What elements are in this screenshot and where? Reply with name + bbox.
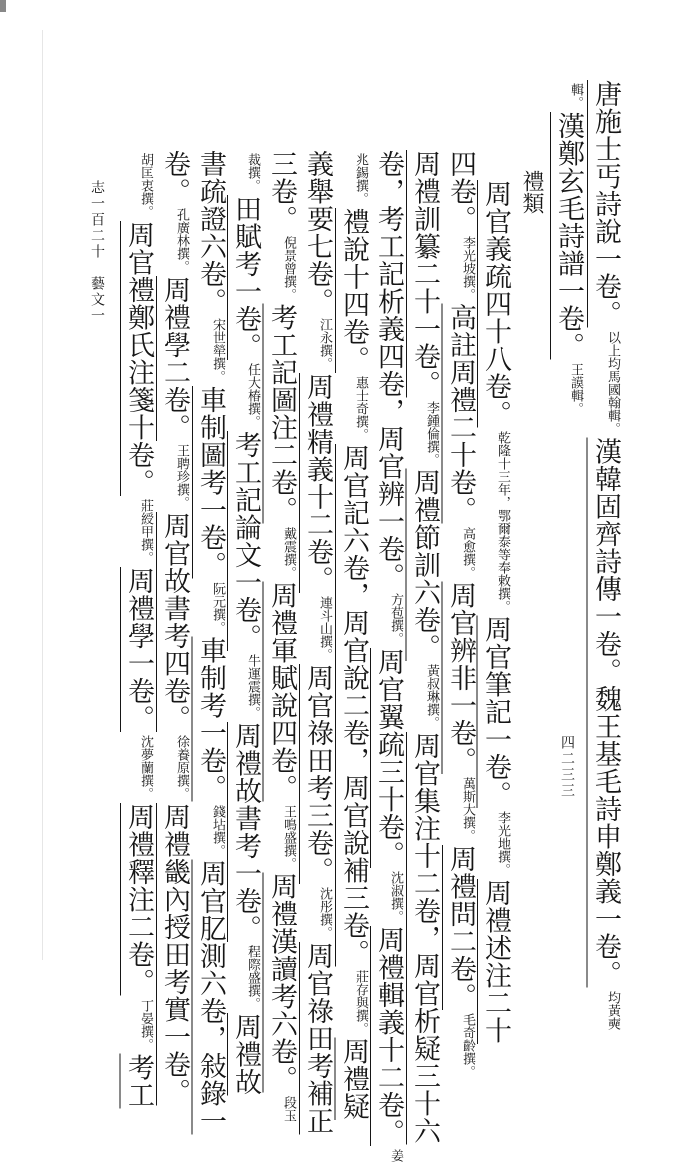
text-column-12	[197, 150, 224, 1135]
entry-text: 漢韓固齊詩傳一卷。魏王基毛詩申鄭義一卷。	[590, 437, 621, 988]
entry-text: 高註周禮二十卷。	[445, 303, 476, 524]
entry-text: 考工記論文一卷。	[230, 431, 261, 651]
author-note: 程際盛撰。	[245, 945, 260, 1010]
entry-text: 周禮輯義十二卷。	[373, 926, 404, 1146]
entry-text: 周禮故書考一卷。	[230, 722, 261, 942]
entry-text: 周官記六卷，周官說二卷，周官說補三卷。	[338, 444, 369, 967]
entry-text: 書疏證六卷。	[195, 150, 226, 315]
entry-text: 周禮疑	[338, 1037, 369, 1120]
author-note: 方苞撰。	[388, 593, 403, 645]
author-note: 沈淑撰。	[388, 871, 403, 923]
text-column-6	[411, 150, 438, 1145]
text-column-13	[161, 150, 188, 1106]
text-column-9	[304, 150, 331, 1135]
author-note: 兆錫撰。	[353, 153, 368, 205]
entry-text: 義舉要七卷。	[302, 150, 333, 315]
author-note: 高愈撰。	[460, 526, 475, 579]
author-note: 阮元撰。	[210, 581, 225, 634]
entry-text: 周禮節訓六卷。	[409, 468, 440, 661]
entry-text: 車制考一卷。	[195, 636, 226, 802]
entry-text: 周禮學一卷。	[123, 567, 154, 732]
author-note: 毛奇齡撰。	[460, 1013, 475, 1078]
entry-text: 周禮訓纂二十一卷。	[409, 150, 440, 398]
author-note: 王鳴盛撰。	[281, 804, 296, 870]
text-column-11	[232, 150, 259, 1096]
scan-corner-mark	[0, 0, 6, 12]
entry-text: 田賦考一卷。	[230, 195, 261, 360]
entry-text: 周禮漢讀考六卷。	[266, 872, 297, 1093]
author-note: 倪景曾撰。	[281, 235, 296, 301]
entry-text: 四卷。	[445, 150, 476, 233]
author-note: 萬斯大撰。	[460, 777, 475, 842]
page-number: 四二三三	[559, 735, 575, 799]
entry-text: 周官集注十二卷，周官析疑三十六	[409, 732, 440, 1145]
entry-text: 周禮問二卷。	[445, 845, 476, 1010]
entry-text: 周官筆記一卷。	[480, 615, 511, 808]
text-column-14	[125, 150, 152, 1109]
text-column-10	[268, 150, 295, 1125]
author-note: 李鍾倫撰。	[424, 400, 439, 466]
entry-text: 周禮學二卷。	[159, 276, 190, 441]
gutter-line	[42, 30, 43, 960]
author-note: 任大椿撰。	[245, 363, 260, 428]
author-note: 王謨輯。	[568, 362, 583, 415]
author-note: 沈夢蘭撰。	[138, 735, 153, 800]
author-note: 姜	[388, 1149, 403, 1162]
author-note: 王聘珍撰。	[174, 444, 189, 509]
author-note: 惠士奇撰。	[353, 376, 368, 441]
section-heading	[520, 170, 542, 214]
entry-text: 卷。	[159, 150, 190, 205]
entry-text: 唐施士丐詩說一卷。	[590, 80, 621, 328]
author-note: 戴震撰。	[281, 526, 296, 579]
entry-text: 禮說十四卷。	[338, 208, 369, 373]
entry-text: 周官故書考四卷。	[159, 512, 190, 732]
author-note: 莊存與撰。	[353, 969, 368, 1035]
entry-text: 車制圖考一卷。	[195, 386, 226, 579]
author-note: 黃叔琳撰。	[424, 664, 439, 729]
author-note: 連斗山撰。	[317, 596, 332, 661]
author-note: 牛運震撰。	[245, 654, 260, 719]
author-note: 徐養原撰。	[174, 735, 189, 800]
entry-text: 周禮述注二十	[480, 879, 511, 1044]
entry-text: 考工記圖注二卷。	[266, 303, 297, 524]
entry-text: 周官辨非一卷。	[445, 581, 476, 774]
text-column-7	[375, 150, 402, 1165]
entry-text: 周禮故	[230, 1013, 261, 1096]
entry-text: 周官祿田考補正	[302, 942, 333, 1135]
entry-text: 周禮精義十二卷。	[302, 373, 333, 593]
text-column-4	[482, 180, 509, 1044]
text-column-1	[592, 80, 619, 1033]
entry-text: 周禮釋注二卷。	[123, 803, 154, 996]
entry-text: 卷，考工記析義四卷，周官辨一卷。	[373, 150, 404, 590]
text-column-5	[447, 150, 474, 1081]
section-heading-text: 禮類	[519, 170, 544, 214]
entry-text: 周官祿田考三卷。	[302, 664, 333, 884]
author-note: 孔廣林撰。	[174, 208, 189, 273]
entry-text: 周官義疏四十八卷。	[480, 180, 511, 428]
entry-text: 三卷。	[266, 150, 297, 233]
author-note: 乾隆十三年，鄂爾泰等奉敕撰。	[495, 430, 510, 613]
author-note: 丁晏撰。	[138, 998, 153, 1051]
entry-text: 漢鄭玄毛詩譜一卷。	[553, 112, 584, 360]
entry-text: 考工	[123, 1053, 154, 1109]
author-note: 裁撰。	[245, 153, 260, 192]
entry-text: 周禮畿內授田考實一卷。	[159, 803, 190, 1106]
author-note: 均黃奭	[605, 990, 620, 1030]
author-note: 李光地撰。	[495, 811, 510, 876]
author-note: 段玉	[281, 1095, 296, 1122]
author-note: 李光坡撰。	[460, 235, 475, 301]
entry-text: 周官肊測六卷，敍錄一	[195, 859, 226, 1135]
author-note: 沈彤撰。	[317, 887, 332, 939]
author-note: 宋世犖撰。	[210, 318, 225, 383]
author-note: 以上均馬國翰輯。	[605, 330, 620, 435]
page-footer-title: 志一百二十 藝文一	[89, 180, 105, 324]
entry-text: 周官禮鄭氏注箋十卷。	[123, 221, 154, 496]
text-column-8	[340, 150, 367, 1120]
author-note: 錢坫撰。	[210, 804, 225, 857]
author-note: 胡匡衷撰。	[138, 153, 153, 218]
entry-text: 周禮軍賦說四卷。	[266, 581, 297, 802]
entry-text: 周官翼疏三十卷。	[373, 648, 404, 868]
author-note: 莊綬甲撰。	[138, 499, 153, 564]
author-note: 江永撰。	[317, 318, 332, 370]
author-note: 輯。	[568, 83, 583, 109]
text-column-2	[555, 80, 582, 418]
